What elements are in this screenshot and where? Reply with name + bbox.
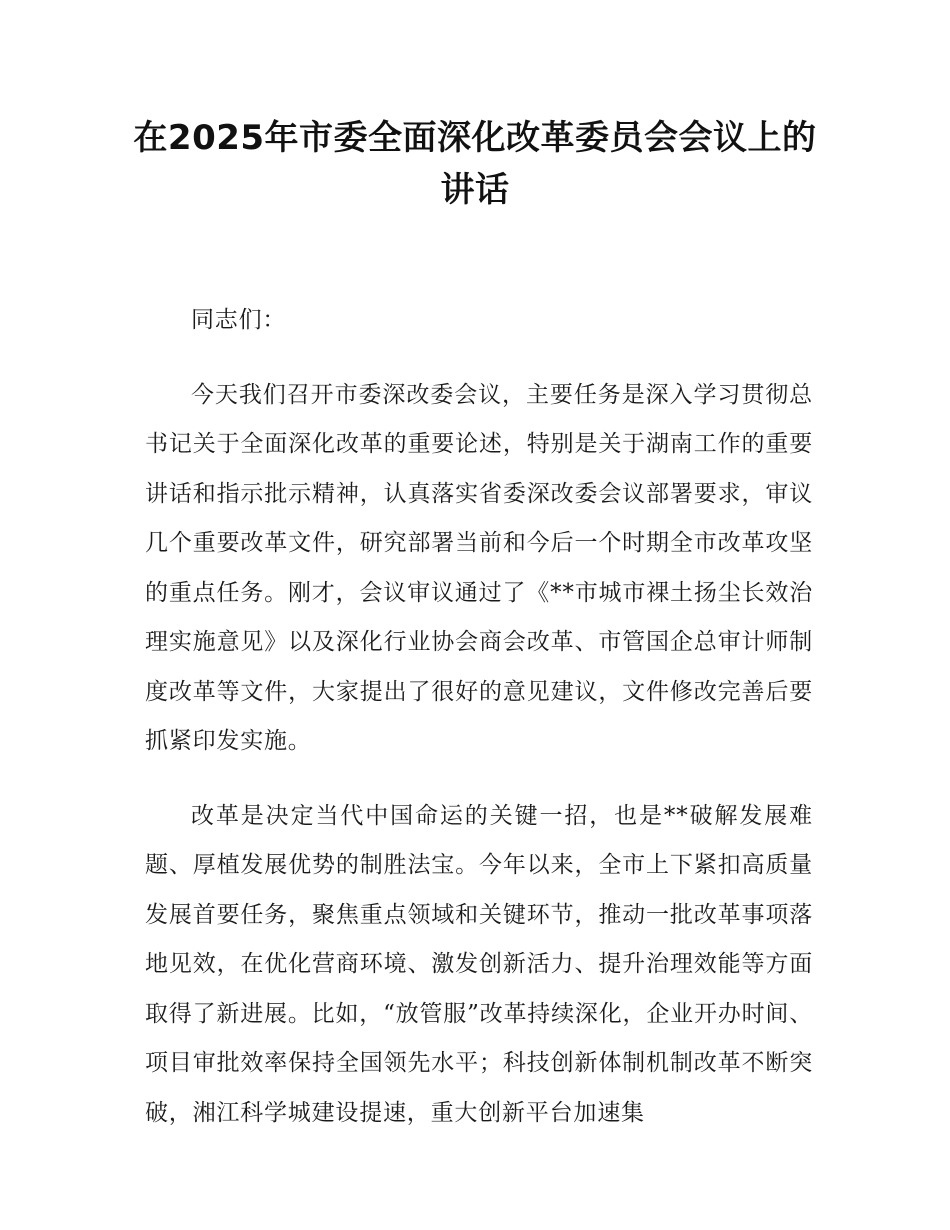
document-body — [145, 296, 813, 1138]
salutation: 同志们： — [191, 307, 287, 333]
body-paragraph-2: 改革是决定当代中国命运的关键一招，也是**破解发展难题、厚植发展优势的制胜法宝。今年以来，全市上下紧扣高质量发展首要任务，聚焦重点领域和关键环节，推动一批改革事项落地见效，在优化营商环境、激发创新活力、提升治理效能等方面取得了新进展。比如，“放管服”改革持续深化，企业开办时间、项目审批效率保持全国领先水平；科技创新体制机制改革不断突破，湘江科学城建设提速，重大创新平台加速集 — [145, 802, 813, 1126]
document-title: 在2025年市委全面深化改革委员会会议上的讲话 — [133, 118, 817, 210]
body-paragraph-1: 今天我们召开市委深改委会议，主要任务是深入学习贯彻总书记关于全面深化改革的重要论述，特别是关于湖南工作的重要讲话和指示批示精神，认真落实省委深改委会议部署要求，审议几个重要改革文件，研究部署当前和今后一个时期全市改革攻坚的重点任务。刚才，会议审议通过了《**市城市裸土扬尘长效治理实施意见》以及深化行业协会商会改革、市管国企总审计师制度改革等文件，大家提出了很好的意见建议，文件修改完善后要抓紧印发实施。 — [145, 381, 813, 754]
